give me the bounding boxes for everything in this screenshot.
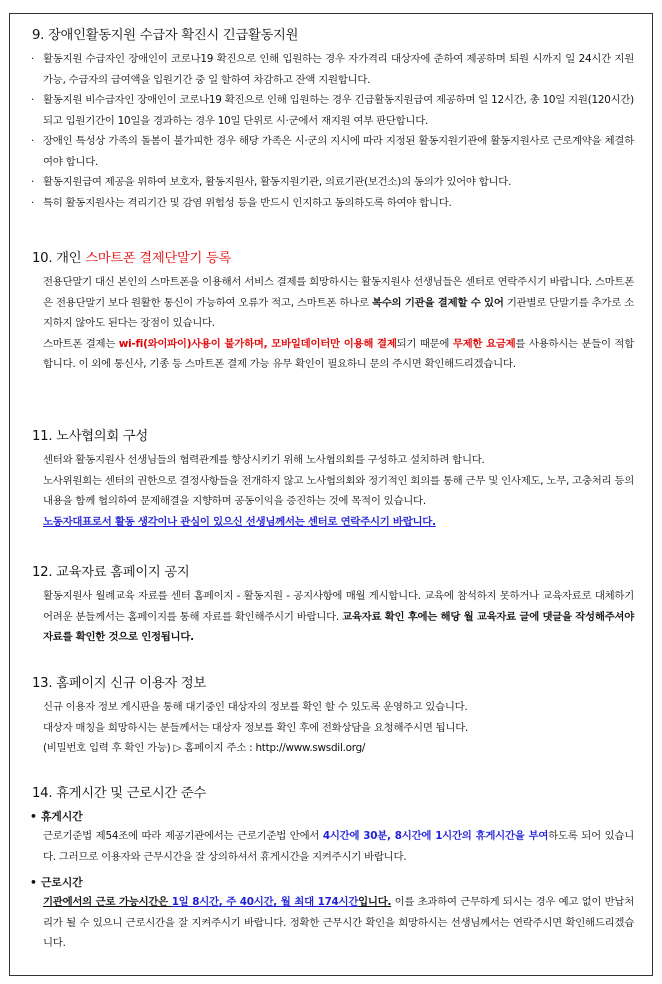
section-9-heading: 9. 장애인활동지원 수급자 확진시 긴급활동지원 (32, 28, 299, 43)
section-10-heading: 10. 개인 스마트폰 결제단말기 등록 (32, 251, 232, 266)
section-13 (29, 674, 634, 759)
section-11-paragraph-2: 노사위원회는 센터의 권한으로 결정사항들을 전개하지 않고 노사협의회와 정기적인 회의를 통해 근무 및 인사제도, 노무, 고충처리 등의 내용을 함께 협의하여 문제해결을 지향하며 공동이익을 증진하는 것에 목적이 있습니다. (43, 474, 634, 507)
section-12 (29, 563, 634, 648)
section-13-heading: 13. 홈페이지 신규 이용자 정보 (32, 676, 206, 691)
section-11-paragraph-1: 센터와 활동지원사 선생님들의 협력관계를 향상시키기 위해 노사협의회를 구성하고 설치하려 합니다. (43, 454, 485, 466)
break-time-subheading: • 휴게시간 (30, 810, 83, 823)
section-13-line: (비밀번호 입력 후 확인 가능) ▷ 홈페이지 주소 : http://www.swsdil.org/ (43, 742, 366, 754)
notice-document (9, 13, 653, 976)
section-10-paragraph-2: 스마트폰 결제는 wi-fi(와이파이)사용이 불가하며, 모바일데이터만 이용해 결제되기 때문에 무제한 요금제를 사용하시는 분들이 적합합니다. 이 외에 통신사, 기종 등 스마트폰 결제 가능 유무 확인이 필요하니 문의 주시면 확인해드리겠습니다. (43, 337, 635, 370)
section-12-paragraph: 활동지원사 월례교육 자료를 센터 홈페이지 - 활동지원 - 공지사항에 매월 게시합니다. 교육에 참석하지 못하거나 교육자료로 대체하기 어려운 분들께서는 홈페이지를 통해 자료를 확인해주시기 바랍니다. 교육자료 확인 후에는 해당 월 교육자료 글에 댓글을 작성해주셔야 자료를 확인한 것으로 인정됩니다. (43, 590, 634, 643)
work-hours-subheading: • 근로시간 (30, 876, 83, 889)
break-time-paragraph: 근로기준법 제54조에 따라 제공기관에서는 근로기준법 안에서 4시간에 30분, 8시간에 1시간의 휴게시간을 부여하도록 되어 있습니다. 그러므로 이용자와 근무시간을 잘 상의하셔서 휴게시간을 지켜주시기 바랍니다. (43, 830, 634, 863)
section-9-item: · 활동지원 수급자인 장애인이 코로나19 확진으로 인해 입원하는 경우 자가격리 대상자에 준하여 제공하며 퇴원 시까지 일 24시간 지원 가능, 수급자의 급여액을 입원기간 중 일 할하여 차감하고 잔액 지원합니다. (31, 53, 634, 86)
section-11-paragraph-3: 노동자대표로서 활동 생각이나 관심이 있으신 선생님께서는 센터로 연락주시기 바랍니다. (43, 515, 436, 528)
section-12-heading: 12. 교육자료 홈페이지 공지 (32, 565, 190, 580)
section-11-heading: 11. 노사협의회 구성 (32, 429, 148, 444)
section-13-line: 대상자 매칭을 희망하시는 분들께서는 대상자 정보를 확인 후에 전화상담을 요청해주시면 됩니다. (43, 721, 469, 734)
section-14-heading: 14. 휴게시간 및 근로시간 준수 (32, 786, 206, 801)
work-hours-paragraph: 기관에서의 근로 가능시간은 1일 8시간, 주 40시간, 월 최대 174시간입니다. 이를 초과하여 근무하게 되시는 경우 예고 없이 반납처리가 될 수 있으니 근로시간을 잘 지켜주시기 바랍니다. 정확한 근무시간 확인을 희망하시는 선생님께서는 연락주시면 확인해드리겠습니다. (43, 896, 634, 949)
section-10-paragraph-1: 전용단말기 대신 본인의 스마트폰을 이용해서 서비스 결제를 희망하시는 활동지원사 선생님들은 센터로 연락주시기 바랍니다. 스마트폰은 전용단말기 보다 원활한 통신이 가능하여 오류가 적고, 스마트폰 하나로 복수의 기관을 결제할 수 있어 기관별로 단말기를 추가로 소지하지 않아도 된다는 장점이 있습니다. (43, 276, 634, 329)
section-14 (29, 784, 634, 954)
section-9-item: · 활동지원 비수급자인 장애인이 코로나19 확진으로 인해 입원하는 경우 긴급활동지원급여 제공하며 일 12시간, 총 10일 지원(120시간)되고 입원기간이 10일을 경과하는 경우 10일 단위로 시·군에서 재지원 여부 판단합니다. (31, 94, 634, 127)
section-9-item: · 활동지원급여 제공을 위하여 보호자, 활동지원사, 활동지원기관, 의료기관(보건소)의 동의가 있어야 합니다. (31, 176, 512, 188)
section-9 (29, 26, 634, 213)
section-11 (29, 427, 634, 532)
section-10-heading-highlight: 스마트폰 결제단말기 등록 (85, 251, 232, 266)
section-13-line: 신규 이용자 정보 게시판을 통해 대기중인 대상자의 정보를 확인 할 수 있도록 운영하고 있습니다. (43, 701, 468, 713)
section-10 (29, 249, 634, 375)
section-9-item: · 특히 활동지원사는 격리기간 및 감염 위험성 등을 반드시 인지하고 동의하도록 하여야 합니다. (31, 196, 452, 209)
section-9-item: · 장애인 특성상 가족의 돌봄이 불가피한 경우 해당 가족은 시·군의 지시에 따라 지정된 활동지원기관에 활동지원사로 근로계약을 체결하여야 합니다. (31, 135, 634, 168)
